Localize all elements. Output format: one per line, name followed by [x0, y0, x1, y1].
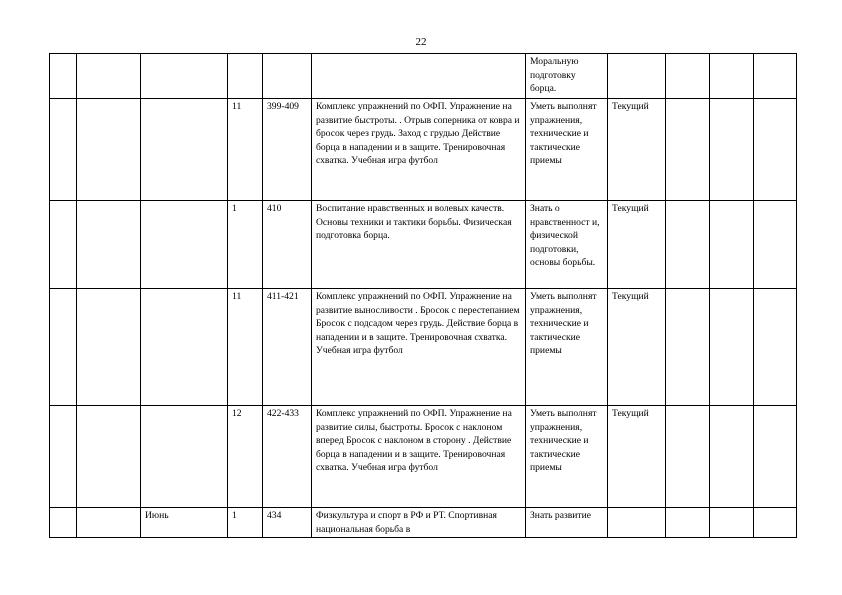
- month-cell: [141, 201, 228, 289]
- lesson-plan-table: [49, 53, 797, 538]
- hours-cell: 11: [228, 289, 263, 406]
- empty-cell: [666, 289, 710, 406]
- empty-cell: [754, 289, 797, 406]
- hours-cell: 1: [228, 508, 263, 538]
- empty-cell: [710, 406, 754, 508]
- lessons-cell: 411-421: [263, 289, 312, 406]
- month-cell: [141, 54, 228, 99]
- requirements-cell: Моральную подготовку борца.: [526, 54, 608, 99]
- table-row: [50, 54, 797, 99]
- requirements-cell: Уметь выполнят упражнения, технические и тактические приемы: [526, 99, 608, 201]
- empty-cell: [754, 99, 797, 201]
- content-cell: Физкультура и спорт в РФ и РТ. Спортивная национальная борьба в: [312, 508, 526, 538]
- control-cell: Текущий: [608, 201, 666, 289]
- row-number-cell: [50, 289, 77, 406]
- row-number-cell: [50, 99, 77, 201]
- month-cell: [141, 289, 228, 406]
- requirements-cell: Уметь выполнят упражнения, технические и тактические приемы: [526, 406, 608, 508]
- empty-cell: [666, 99, 710, 201]
- empty-cell: [710, 508, 754, 538]
- empty-cell: [77, 99, 141, 201]
- content-cell: Воспитание нравственных и волевых качеств. Основы техники и тактики борьбы. Физическая подготовка борца.: [312, 201, 526, 289]
- empty-cell: [754, 201, 797, 289]
- empty-cell: [710, 201, 754, 289]
- page-number: 22: [415, 36, 427, 48]
- control-cell: Текущий: [608, 289, 666, 406]
- empty-cell: [77, 289, 141, 406]
- empty-cell: [77, 406, 141, 508]
- empty-cell: [754, 54, 797, 99]
- lessons-cell: 434: [263, 508, 312, 538]
- row-number-cell: [50, 54, 77, 99]
- hours-cell: 12: [228, 406, 263, 508]
- content-cell: [312, 54, 526, 99]
- empty-cell: [666, 508, 710, 538]
- empty-cell: [710, 99, 754, 201]
- empty-cell: [710, 289, 754, 406]
- row-number-cell: [50, 508, 77, 538]
- requirements-cell: Уметь выполнят упражнения, технические и тактические приемы: [526, 289, 608, 406]
- control-cell: Текущий: [608, 406, 666, 508]
- table-row: [50, 289, 797, 406]
- empty-cell: [77, 508, 141, 538]
- month-cell: Июнь: [141, 508, 228, 538]
- content-cell: Комплекс упражнений по ОФП. Упражнение на развитие быстроты. . Отрыв соперника от ковра и бросок через грудь. Заход с грудью Действие борца в нападении и в защите. Тренировочная схватка. Учебная игра футбол: [312, 99, 526, 201]
- empty-cell: [77, 54, 141, 99]
- empty-cell: [754, 406, 797, 508]
- empty-cell: [666, 406, 710, 508]
- month-cell: [141, 99, 228, 201]
- hours-cell: 1: [228, 201, 263, 289]
- row-number-cell: [50, 406, 77, 508]
- empty-cell: [754, 508, 797, 538]
- lessons-cell: [263, 54, 312, 99]
- control-cell: [608, 54, 666, 99]
- control-cell: [608, 508, 666, 538]
- content-cell: Комплекс упражнений по ОФП. Упражнение на развитие выносливости . Бросок с перестепанием Бросок с подсадом через грудь. Действие борца в нападении и в защите. Тренировочная схватка. Учебная игра футбол: [312, 289, 526, 406]
- table-row: [50, 508, 797, 538]
- lessons-cell: 399-409: [263, 99, 312, 201]
- control-cell: Текущий: [608, 99, 666, 201]
- empty-cell: [710, 54, 754, 99]
- empty-cell: [666, 201, 710, 289]
- requirements-cell: Знать о нравственност и, физической подготовки, основы борьбы.: [526, 201, 608, 289]
- requirements-cell: Знать развитие: [526, 508, 608, 538]
- lessons-cell: 422-433: [263, 406, 312, 508]
- table-row: [50, 406, 797, 508]
- empty-cell: [77, 201, 141, 289]
- table-row: [50, 201, 797, 289]
- hours-cell: [228, 54, 263, 99]
- table-row: [50, 99, 797, 201]
- row-number-cell: [50, 201, 77, 289]
- lessons-cell: 410: [263, 201, 312, 289]
- month-cell: [141, 406, 228, 508]
- empty-cell: [666, 54, 710, 99]
- content-cell: Комплекс упражнений по ОФП. Упражнение на развитие силы, быстроты. Бросок с наклоном вперед Бросок с наклоном в сторону . Действие борца в нападении и в защите. Тренировочная схватка. Учебная игра футбол: [312, 406, 526, 508]
- hours-cell: 11: [228, 99, 263, 201]
